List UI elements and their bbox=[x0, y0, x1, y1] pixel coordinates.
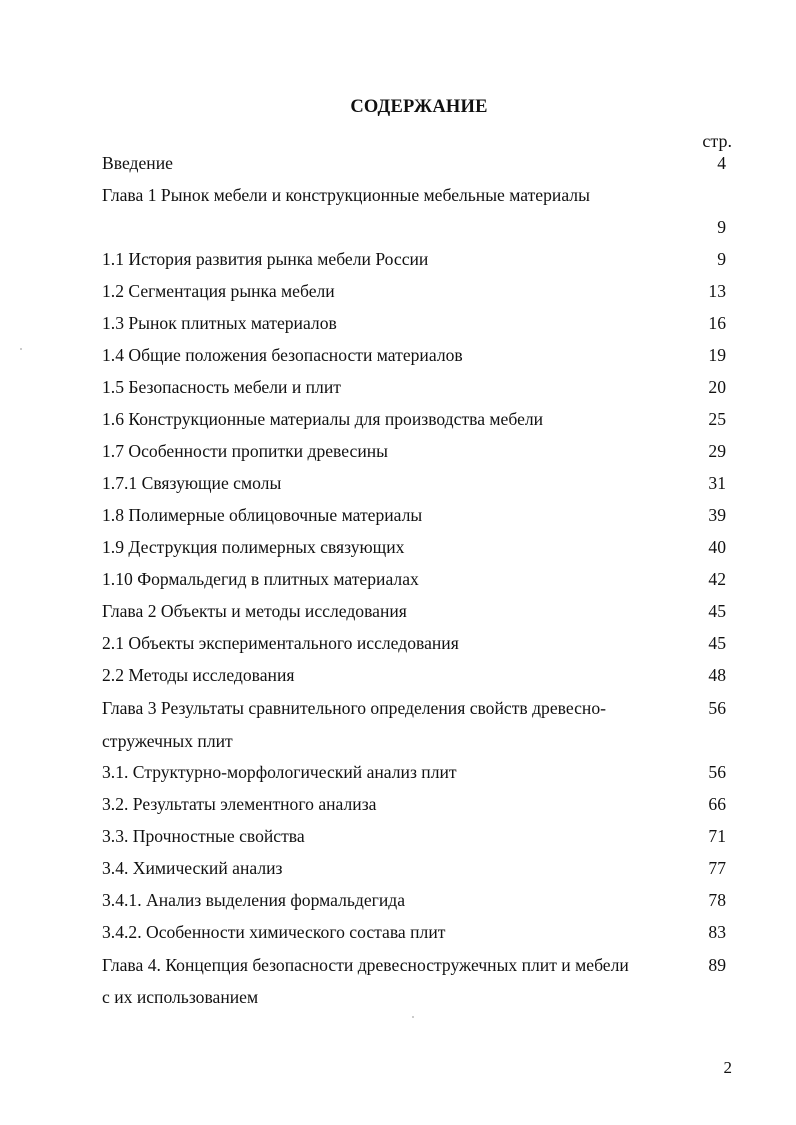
toc-entry-text: 1.9 Деструкция полимерных связующих bbox=[102, 537, 405, 557]
toc-entry bbox=[102, 921, 726, 947]
toc-entry bbox=[102, 761, 726, 787]
toc-entry-text: 1.8 Полимерные облицовочные материалы bbox=[102, 505, 423, 525]
toc-entry-page: 39 bbox=[708, 505, 726, 525]
toc-entry-text: 1.2 Сегментация рынка мебели bbox=[102, 281, 335, 301]
toc-entry bbox=[102, 312, 726, 338]
toc-entry bbox=[102, 280, 726, 306]
toc-entry bbox=[102, 857, 726, 883]
toc-entry-page: 83 bbox=[708, 922, 726, 942]
page-column-label: стр. bbox=[702, 131, 732, 151]
toc-entry-page: 45 bbox=[708, 601, 726, 621]
toc-entry-page: 9 bbox=[717, 249, 726, 269]
toc-entry-page: 40 bbox=[708, 537, 726, 557]
toc-entry bbox=[102, 184, 726, 210]
toc-entry-text: 1.10 Формальдегид в плитных материалах bbox=[102, 569, 419, 589]
scan-speck bbox=[412, 1016, 414, 1018]
toc-entry-page: 19 bbox=[708, 345, 726, 365]
toc-entry-text: 3.4.1. Анализ выделения формальдегида bbox=[102, 890, 406, 910]
toc-entry bbox=[102, 440, 726, 466]
toc-entry bbox=[102, 344, 726, 370]
toc-entry bbox=[102, 216, 726, 242]
toc-entry-page: 25 bbox=[708, 409, 726, 429]
toc-entry-page: 71 bbox=[708, 826, 726, 846]
toc-entry-text: с их использованием bbox=[102, 987, 259, 1007]
toc-entry bbox=[102, 632, 726, 658]
toc-entry-text: стружечных плит bbox=[102, 731, 233, 751]
toc-entry-text: 1.5 Безопасность мебели и плит bbox=[102, 377, 341, 397]
toc-entry bbox=[102, 889, 726, 915]
toc-entry-text: 1.6 Конструкционные материалы для производства мебели bbox=[102, 409, 544, 429]
toc-entry-page: 42 bbox=[708, 569, 726, 589]
toc-entry-text: 3.1. Структурно-морфологический анализ плит bbox=[102, 762, 457, 782]
toc-entry-page: 20 bbox=[708, 377, 726, 397]
toc-entry bbox=[102, 152, 726, 178]
toc-entry bbox=[102, 697, 726, 723]
toc-entry-text: 1.1 История развития рынка мебели России bbox=[102, 249, 429, 269]
toc-entry-text: 1.7 Особенности пропитки древесины bbox=[102, 441, 388, 461]
toc-entry bbox=[102, 248, 726, 274]
toc-entry bbox=[102, 664, 726, 690]
toc-entry bbox=[102, 600, 726, 626]
toc-entry bbox=[102, 536, 726, 562]
toc-entry-page: 77 bbox=[708, 858, 726, 878]
toc-entry bbox=[102, 825, 726, 851]
toc-entry-text: Глава 2 Объекты и методы исследования bbox=[102, 601, 407, 621]
toc-entry-text: 3.2. Результаты элементного анализа bbox=[102, 794, 377, 814]
toc-entry-text: 3.4. Химический анализ bbox=[102, 858, 283, 878]
toc-entry bbox=[102, 954, 726, 980]
toc-entry bbox=[102, 568, 726, 594]
toc-entry-page: 13 bbox=[708, 281, 726, 301]
page-number: 2 bbox=[723, 1058, 732, 1077]
toc-entry-text: Глава 1 Рынок мебели и конструкционные мебельные материалы bbox=[102, 185, 590, 205]
toc-entry-page: 56 bbox=[708, 698, 726, 718]
toc-entry-page: 29 bbox=[708, 441, 726, 461]
toc-entry-page: 56 bbox=[708, 762, 726, 782]
toc-entry-text: Глава 4. Концепция безопасности древесностружечных плит и мебели bbox=[102, 955, 629, 975]
toc-entry-text: 3.3. Прочностные свойства bbox=[102, 826, 305, 846]
scan-speck bbox=[20, 348, 22, 350]
toc-entry-page: 48 bbox=[708, 665, 726, 685]
toc-entry-page: 66 bbox=[708, 794, 726, 814]
toc-entry-text: Введение bbox=[102, 153, 173, 173]
page-title: СОДЕРЖАНИЕ bbox=[350, 97, 488, 117]
toc-entry-page: 78 bbox=[708, 890, 726, 910]
toc-entry bbox=[102, 793, 726, 819]
toc-entry-text: 2.1 Объекты экспериментального исследования bbox=[102, 633, 459, 653]
toc-entry bbox=[102, 408, 726, 434]
toc-entry bbox=[102, 472, 726, 498]
toc-entry bbox=[102, 730, 726, 756]
toc-entry bbox=[102, 986, 726, 1012]
toc-entry-text: 3.4.2. Особенности химического состава плит bbox=[102, 922, 446, 942]
toc-entry-text: Глава 3 Результаты сравнительного определения свойств древесно- bbox=[102, 698, 606, 718]
toc-entry-page: 89 bbox=[708, 955, 726, 975]
toc-entry-page: 9 bbox=[717, 217, 726, 237]
toc-entry-page: 31 bbox=[708, 473, 726, 493]
toc-entry-page: 45 bbox=[708, 633, 726, 653]
toc-entry-page: 16 bbox=[708, 313, 726, 333]
toc-entry-text: 1.7.1 Связующие смолы bbox=[102, 473, 282, 493]
toc-entry bbox=[102, 376, 726, 402]
toc-entry-page: 4 bbox=[717, 153, 726, 173]
toc-entry-text: 2.2 Методы исследования bbox=[102, 665, 295, 685]
toc-entry-text: 1.4 Общие положения безопасности материалов bbox=[102, 345, 463, 365]
toc-entry bbox=[102, 504, 726, 530]
toc-entry-text: 1.3 Рынок плитных материалов bbox=[102, 313, 337, 333]
